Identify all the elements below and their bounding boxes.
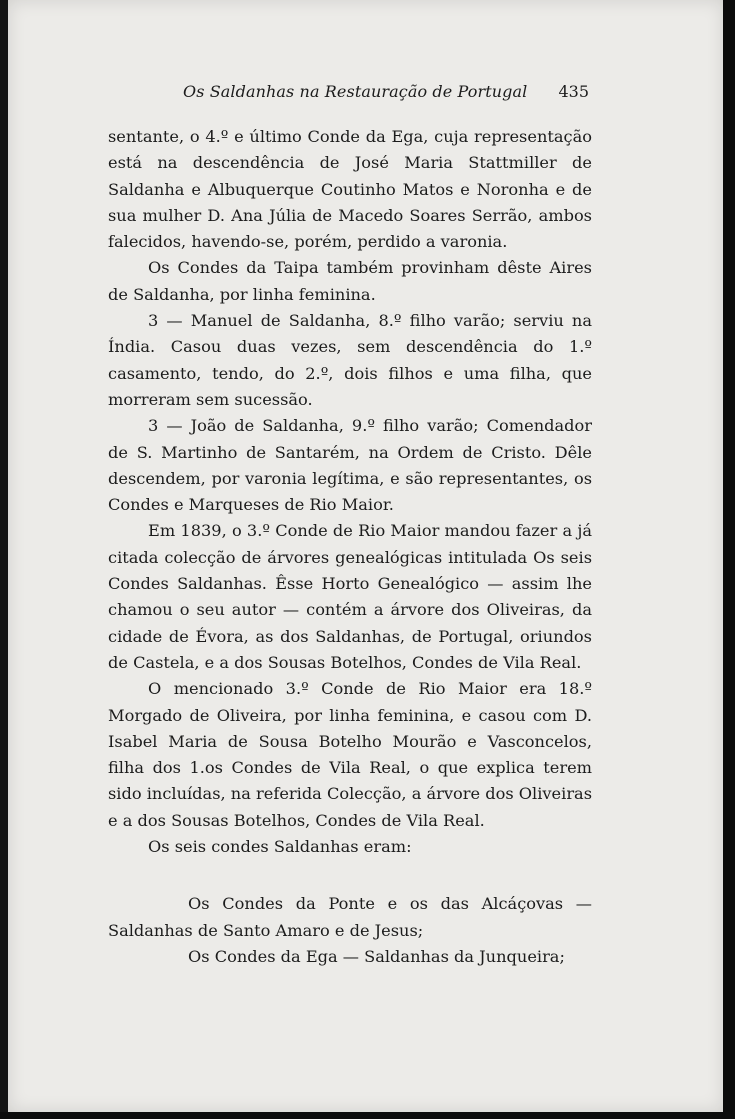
paragraph-7: Os seis condes Saldanhas eram: — [148, 837, 412, 857]
paragraph-3: 3 — Manuel de Saldanha, 8.º filho varão; serviu na Índia. Casou duas vezes, sem descendência do 1.º casamento, tendo, do 2.º, dois filhos e uma filha, que morreram sem sucessão. — [108, 311, 592, 409]
paragraph-5: Em 1839, o 3.º Conde de Rio Maior mandou fazer a já citada colecção de árvores genealógicas intitulada Os seis Condes Saldanhas. Êsse Horto Genealógico — assim lhe chamou o seu autor — contém a árvore dos Oliveiras, da cidade de Évora, as dos Saldanhas, de Portugal, oriundos de Castela, e a dos Sousas Botelhos, Condes de Vila Real. — [108, 521, 592, 672]
paragraph-6: O mencionado 3.º Conde de Rio Maior era 18.º Morgado de Oliveira, por linha feminina, e casou com D. Isabel Maria de Sousa Botelho Mourão e Vasconcelos, filha dos 1.os Condes de Vila Real, o que explica terem sido incluídas, na referida Colecção, a árvore dos Oliveiras e a dos Sousas Botelhos, Condes de Vila Real. — [108, 679, 593, 830]
paragraph-4: 3 — João de Saldanha, 9.º filho varão; Comendador de S. Martinho de Santarém, na Ordem de Cristo. Dêle descendem, por varonia legítima, e são representantes, os Condes e Marqueses de Rio Maior. — [108, 416, 592, 515]
running-title: Os Saldanhas na Restauração de Portugal — [183, 82, 528, 101]
page-header — [108, 82, 604, 106]
scan-edge-right — [723, 0, 735, 1119]
paragraph-2: Os Condes da Taipa também provinham dêste Aires de Saldanha, por linha feminina. — [108, 258, 592, 304]
body-text — [108, 124, 592, 971]
counts-list — [108, 891, 592, 971]
list-item-1: Os Condes da Ponte e os das Alcáçovas — Saldanhas de Santo Amaro e de Jesus; — [108, 894, 592, 940]
book-page — [8, 0, 724, 1112]
page-number: 435 — [558, 82, 589, 101]
scan-edge-bottom — [0, 1112, 735, 1119]
paragraph-1: sentante, o 4.º e último Conde da Ega, cuja representação está na descendência de José Maria Stattmiller de Saldanha e Albuquerque Coutinho Matos e Noronha e de sua mulher D. Ana Júlia de Macedo Soares Serrão, ambos falecidos, havendo-se, porém, perdido a varonia. — [108, 127, 592, 252]
list-item-2: Os Condes da Ega — Saldanhas da Junqueira; — [188, 947, 565, 967]
